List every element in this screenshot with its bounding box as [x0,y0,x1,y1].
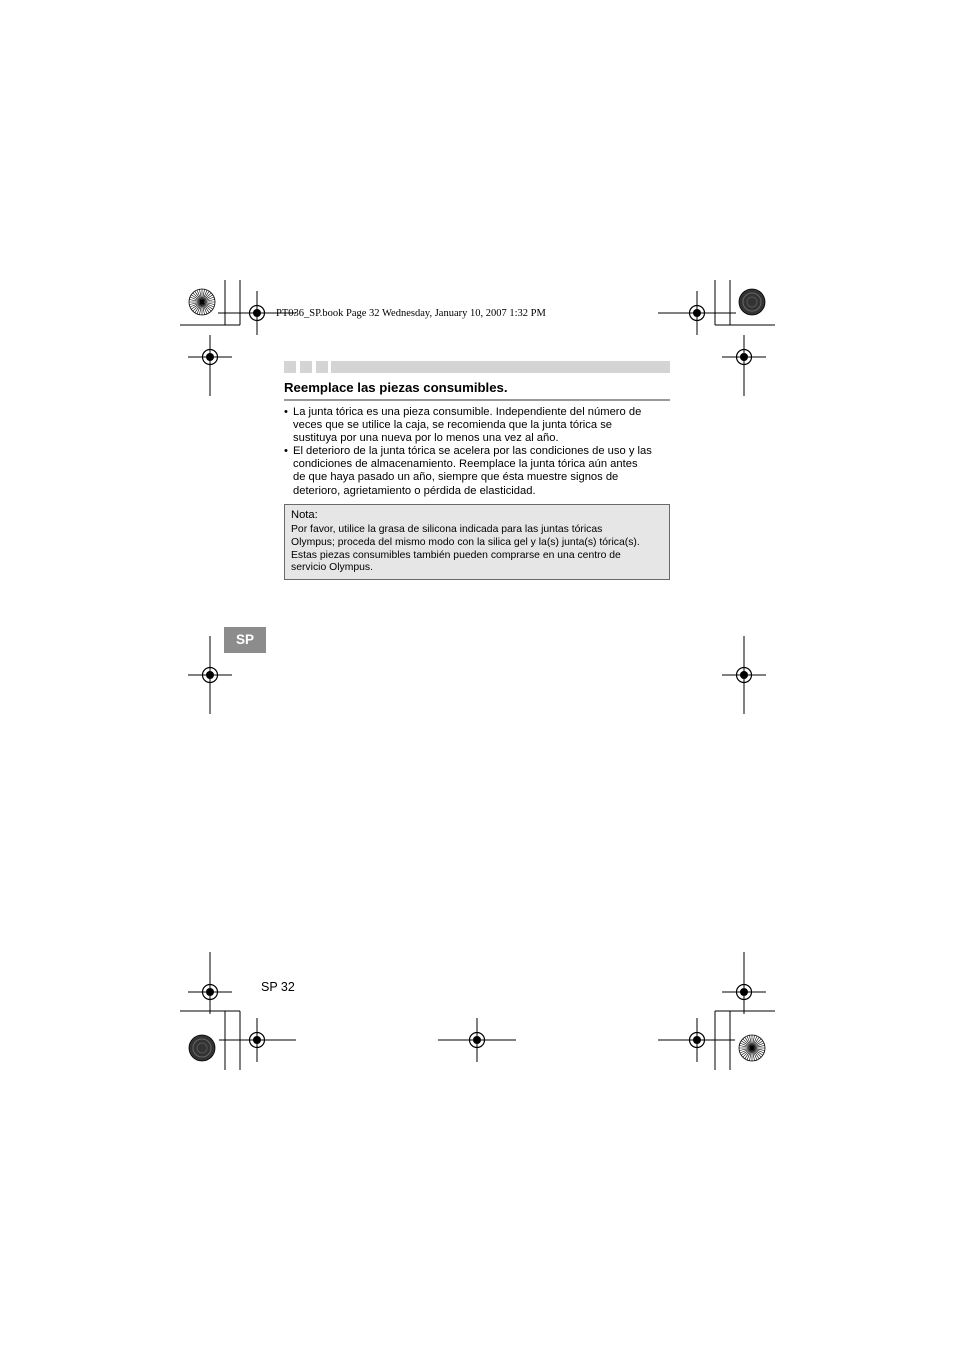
file-header: PT036_SP.book Page 32 Wednesday, January 10, 2007 1:32 PM [276,308,546,319]
bullet-line: deterioro, agrietamiento o pérdida de elasticidad. [293,484,536,497]
bullet-line: • La junta tórica es una pieza consumible. Independiente del número de [293,406,642,418]
bullet-item [284,445,674,497]
page-number: SP 32 [261,980,295,994]
section-title: Reemplace las piezas consumibles. [284,380,508,395]
bullet-list [284,406,674,498]
bullet-line: • El deterioro de la junta tórica se acelera por las condiciones de uso y las [293,445,652,458]
note-box [284,504,670,580]
header-bar [331,361,670,373]
bullet-line: de que haya pasado un año, siempre que ésta muestre signos de [293,471,619,484]
note-title: Nota: [291,509,318,521]
title-rule [284,399,670,401]
note-body: Por favor, utilice la grasa de silicona indicada para las juntas tóricas Olympus; proceda del mismo modo con la silica gel y la(s) junta(s) tórica(s). Estas piezas consumibles también pueden comprarse en una centro de servicio Olympus. [291,524,640,574]
bullet-line: veces que se utilice la caja, se recomienda que la junta tórica se [293,419,613,432]
bullet-line: condiciones de almacenamiento. Reemplace la junta tórica aún antes [293,458,638,471]
language-tab: SP [224,627,266,653]
bullet-line: sustituya por una nueva por lo menos una vez al año. [293,432,559,445]
header-square [284,361,296,373]
bullet-item [284,406,674,445]
header-square [300,361,312,373]
header-square [316,361,328,373]
